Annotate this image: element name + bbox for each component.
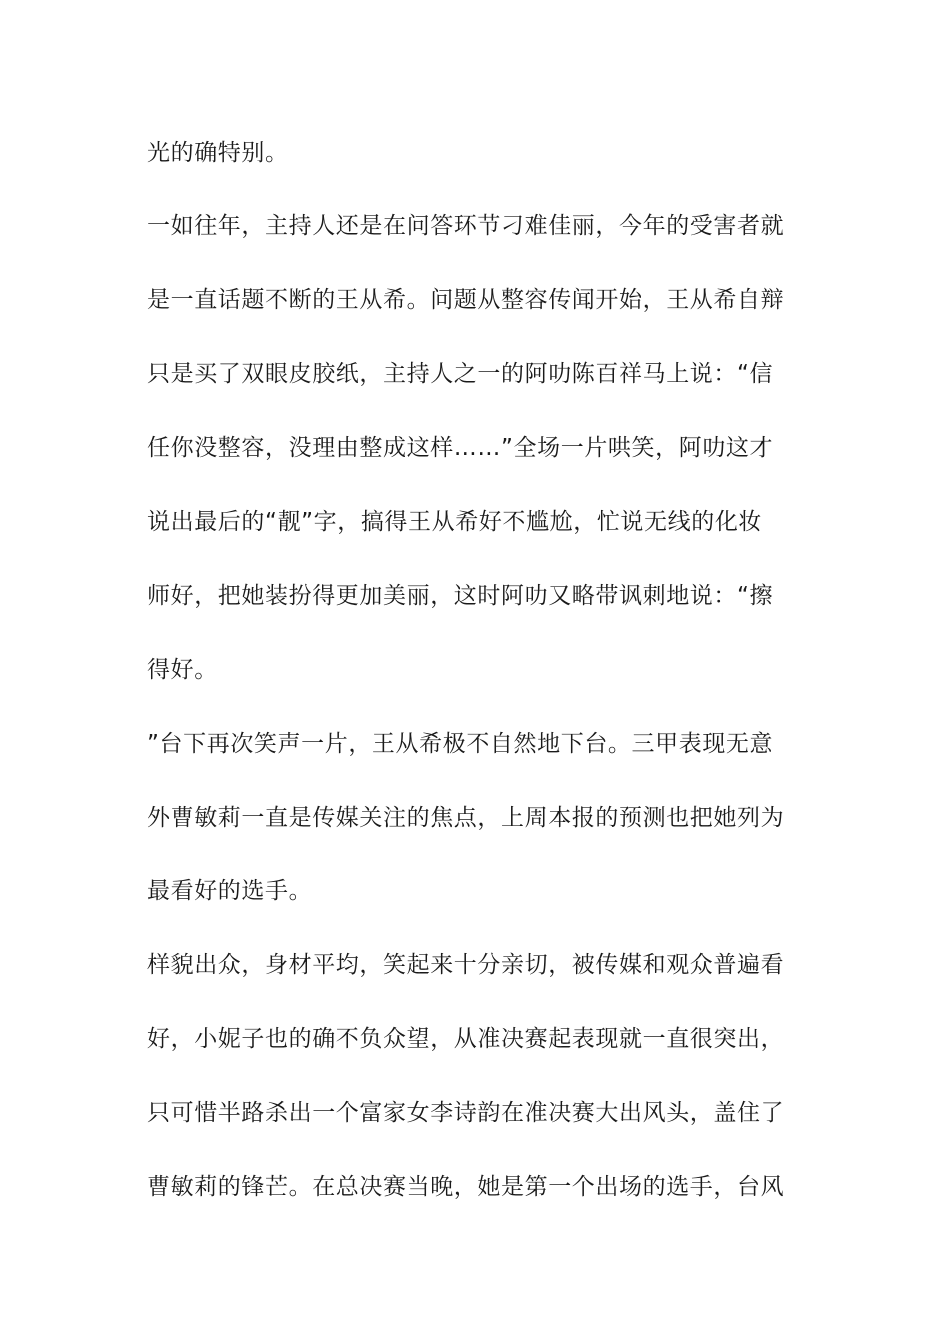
text-line: 说出最后的“靓”字，搞得王从希好不尴尬，忙说无线的化妆: [147, 509, 763, 535]
text-line: 只是买了双眼皮胶纸，主持人之一的阿叻陈百祥马上说：“信: [147, 361, 774, 387]
text-line: 外曹敏莉一直是传媒关注的焦点，上周本报的预测也把她列为: [147, 805, 785, 831]
text-line: 最看好的选手。: [147, 878, 313, 904]
text-line: 得好。: [147, 657, 218, 683]
text-line: 只可惜半路杀出一个富家女李诗韵在准决赛大出风头，盖住了: [147, 1100, 785, 1126]
text-line: 样貌出众，身材平均，笑起来十分亲切，被传媒和观众普遍看: [147, 952, 785, 978]
text-line: 师好，把她装扮得更加美丽，这时阿叻又略带讽刺地说：“擦: [147, 583, 774, 609]
text-line: 曹敏莉的锋芒。在总决赛当晚，她是第一个出场的选手，台风: [147, 1174, 785, 1200]
text-line: 任你没整容，没理由整成这样……”全场一片哄笑，阿叻这才: [147, 435, 774, 461]
text-line: ”台下再次笑声一片，王从希极不自然地下台。三甲表现无意: [147, 731, 774, 757]
text-line: 是一直话题不断的王从希。问题从整容传闻开始，王从希自辩: [147, 287, 785, 313]
text-line: 光的确特别。: [147, 140, 289, 166]
text-line: 好，小妮子也的确不负众望，从准决赛起表现就一直很突出，: [147, 1026, 785, 1052]
text-line: 一如往年，主持人还是在问答环节刁难佳丽，今年的受害者就: [147, 213, 785, 239]
